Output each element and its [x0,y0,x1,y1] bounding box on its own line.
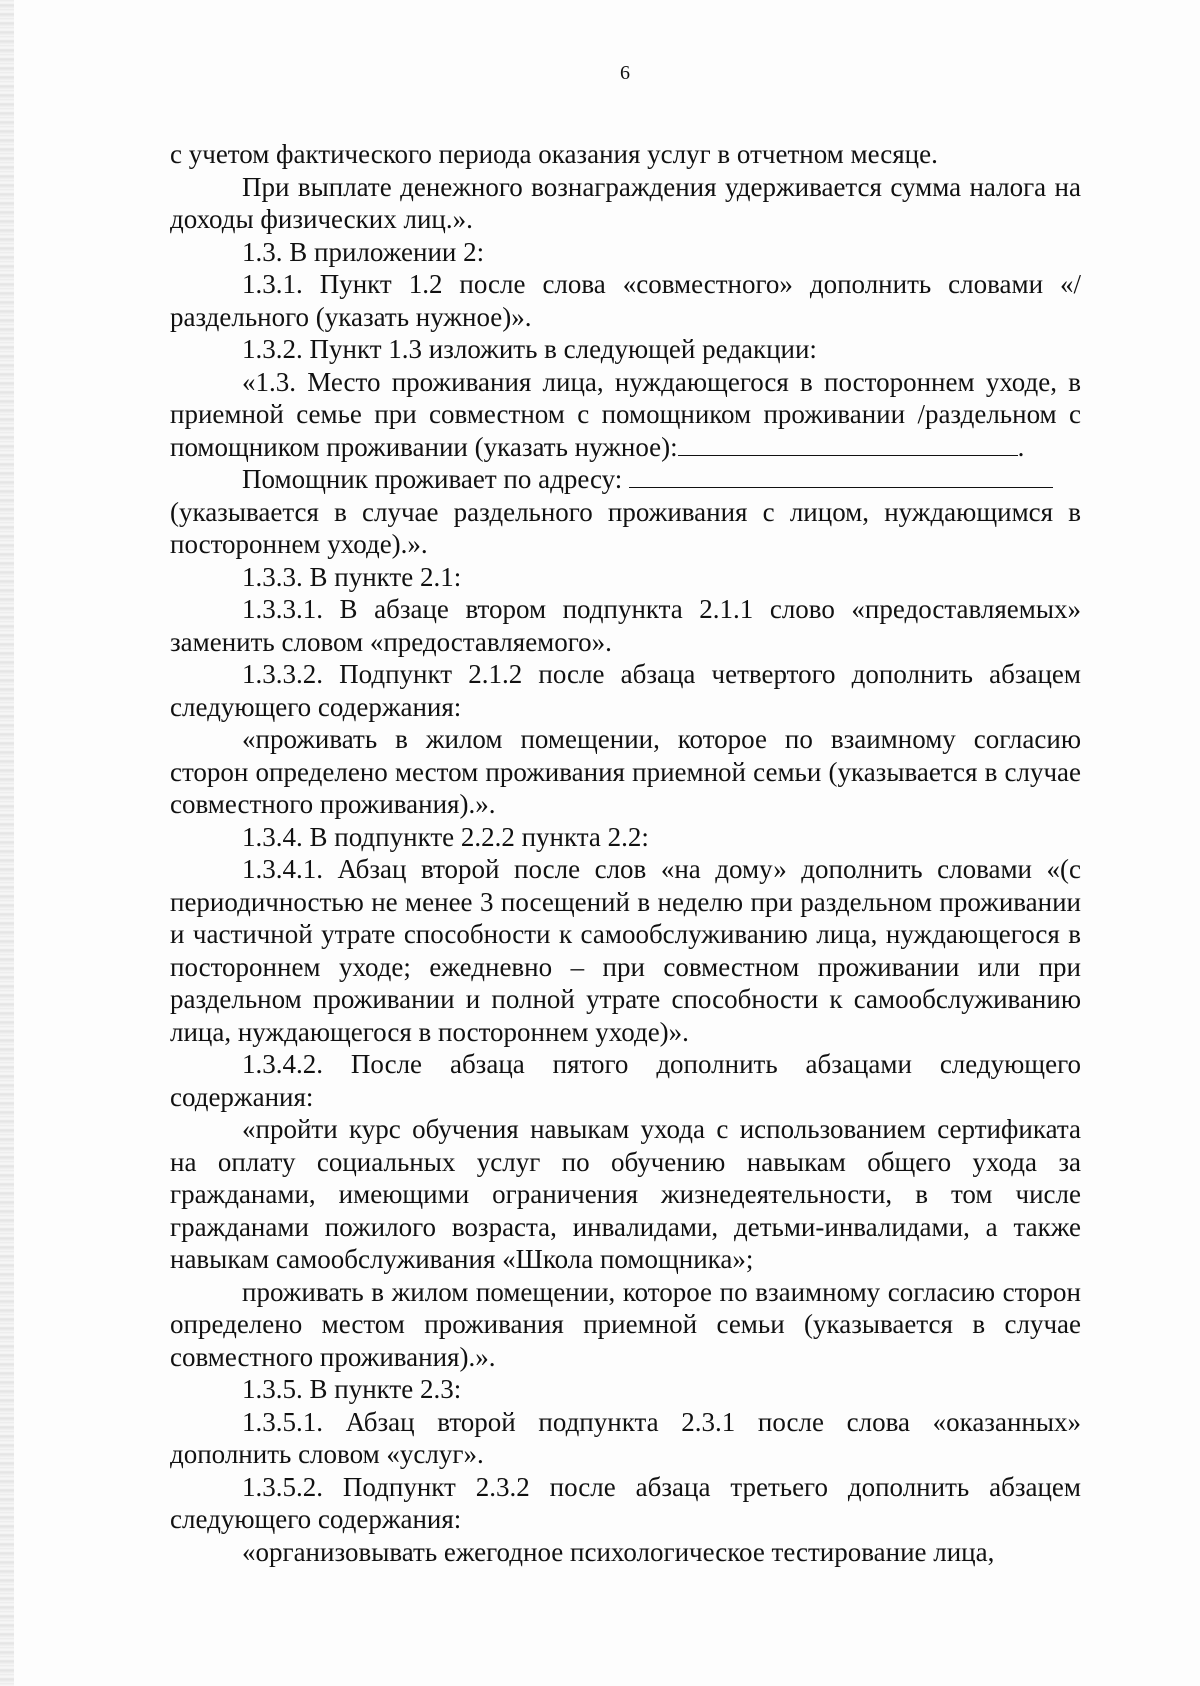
page-number: 6 [620,62,630,84]
paragraph: 1.3. В приложении 2: [242,236,485,267]
paragraph: 1.3.5.2. Подпункт 2.3.2 после абзаца третьего дополнить абзацем следующего содержания: [170,1471,1081,1534]
paragraph: 1.3.4.2. После абзаца пятого дополнить абзацами следующего содержания: [170,1049,1081,1112]
paragraph: проживать в жилом помещении, которое по взаимному согласию сторон определено местом проживания приемной семьи (указывается в случае совместного проживания).». [170,1276,1081,1372]
document-body [170,138,1081,1568]
paragraph-text: Помощник проживает по адресу: [242,464,623,494]
paragraph: 1.3.4.1. Абзац второй после слов «на дому» дополнить словами «(с периодичностью не менее 3 посещений в неделю при раздельном проживании и частичной утрате способности к самообслуживанию лица, нуждающегося в постороннем уходе; ежедневно – при совместном проживании или при раздельном проживании и полной утрате способности к самообслуживанию лица, нуждающегося в постороннем уходе)». [170,854,1081,1047]
paragraph: (указывается в случае раздельного проживания с лицом, нуждающимся в постороннем уходе).». [170,496,1081,559]
paragraph: 1.3.3. В пункте 2.1: [242,561,462,592]
paragraph: При выплате денежного вознаграждения удерживается сумма налога на доходы физических лиц.». [170,171,1081,234]
paragraph: «проживать в жилом помещении, которое по взаимному согласию сторон определено местом проживания приемной семьи (указывается в случае совместного проживания).». [170,724,1081,819]
paragraph: с учетом фактического периода оказания услуг в отчетном месяце. [170,139,938,169]
paragraph: «организовывать ежегодное психологическое тестирование лица, [242,1536,995,1567]
paragraph [170,463,1081,496]
paragraph: «пройти курс обучения навыкам ухода с использованием сертификата на оплату социальных услуг по обучению навыкам общего ухода за гражданами, имеющими ограничения жизнедеятельности, в том числе гражданами пожилого возраста, инвалидами, детьми-инвалидами, а также навыкам самообслуживания «Школа помощника»; [170,1114,1081,1274]
paragraph: 1.3.5. В пункте 2.3: [242,1374,462,1404]
paragraph-text: «1.3. Место проживания лица, нуждающегося в постороннем уходе, в приемной семье при совместном с помощником проживании /раздельном с помощником проживании (указать нужное): [170,366,1081,462]
paragraph: 1.3.4. В подпункте 2.2.2 пункта 2.2: [242,821,649,852]
blank-line [678,433,1018,456]
paragraph: 1.3.5.1. Абзац второй подпункта 2.3.1 после слова «оказанных» дополнить словом «услуг». [170,1406,1081,1469]
scan-edge-shadow [0,0,14,1686]
paragraph: 1.3.3.1. В абзаце втором подпункта 2.1.1 слово «предоставляемых» заменить словом «предоставляемого». [170,594,1081,657]
paragraph: 1.3.2. Пункт 1.3 изложить в следующей редакции: [242,334,817,364]
paragraph: 1.3.3.2. Подпункт 2.1.2 после абзаца четвертого дополнить абзацем следующего содержания: [170,659,1081,722]
paragraph [170,366,1081,464]
paragraph-end: . [1017,431,1025,462]
blank-line [629,465,1053,488]
paragraph: 1.3.1. Пункт 1.2 после слова «совместного» дополнить словами «/раздельного (указать нужное)». [170,269,1081,332]
